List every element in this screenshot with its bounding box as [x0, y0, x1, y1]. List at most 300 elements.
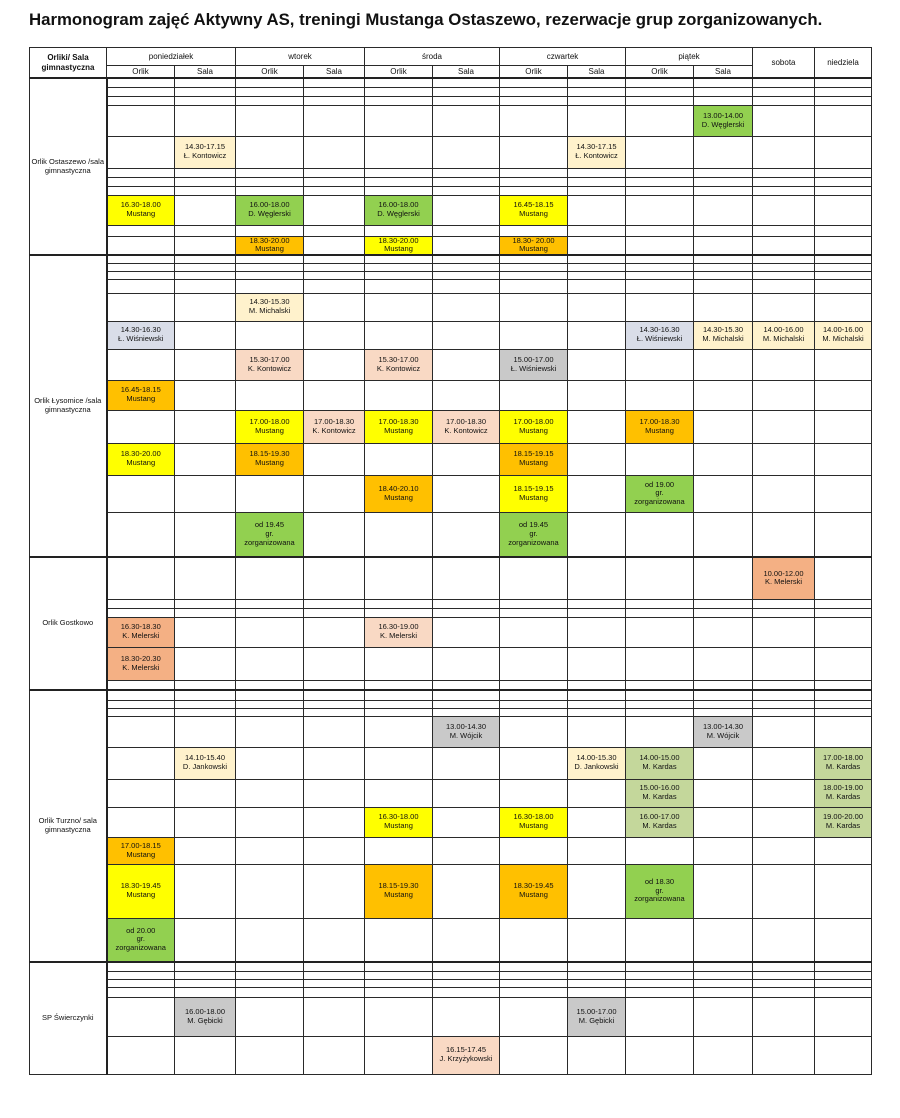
entry-time: 18.30-19.45 — [513, 881, 554, 891]
empty-cell — [433, 168, 500, 177]
entry-time: od 19.45 — [254, 520, 285, 530]
entry-instructor: M. Gębicki — [578, 1015, 615, 1025]
empty-cell — [175, 617, 236, 647]
empty-cell — [815, 690, 872, 700]
empty-cell — [626, 608, 694, 617]
empty-cell — [626, 962, 694, 971]
entry-instructor: Mustang — [384, 492, 413, 502]
entry-instructor: Mustang — [126, 849, 156, 859]
empty-cell — [694, 443, 753, 475]
schedule-entry — [365, 807, 433, 837]
empty-cell — [500, 1036, 568, 1074]
empty-cell — [815, 279, 872, 293]
empty-cell — [694, 225, 753, 236]
empty-cell — [753, 271, 815, 279]
empty-cell — [815, 962, 872, 971]
entry-instructor: D. Węglerski — [377, 209, 420, 218]
schedule-row — [30, 380, 872, 410]
empty-cell — [433, 557, 500, 599]
empty-cell — [694, 177, 753, 186]
empty-cell — [753, 410, 815, 443]
empty-cell — [304, 512, 365, 557]
schedule-row — [30, 779, 872, 807]
empty-cell — [500, 680, 568, 690]
subheader-sala: Sala — [175, 66, 236, 79]
subheader-sala: Sala — [568, 66, 626, 79]
empty-cell — [107, 225, 175, 236]
empty-cell — [433, 807, 500, 837]
empty-cell — [694, 971, 753, 979]
empty-cell — [304, 987, 365, 997]
empty-cell — [500, 557, 568, 599]
empty-cell — [365, 700, 433, 708]
empty-cell — [365, 96, 433, 105]
empty-cell — [175, 864, 236, 918]
empty-cell — [433, 608, 500, 617]
empty-cell — [626, 700, 694, 708]
entry-instructor: Mustang — [126, 394, 156, 403]
empty-cell — [694, 617, 753, 647]
empty-cell — [626, 186, 694, 195]
empty-cell — [175, 979, 236, 987]
day-header-thu: czwartek — [500, 48, 626, 66]
empty-cell — [694, 96, 753, 105]
schedule-entry — [107, 647, 175, 680]
empty-cell — [304, 700, 365, 708]
entry-instructor: Ł. Wiśniewski — [510, 363, 557, 373]
schedule-entry — [365, 864, 433, 918]
empty-cell — [175, 87, 236, 96]
entry-time: 16.45-18.15 — [513, 200, 554, 210]
empty-cell — [236, 918, 304, 962]
empty-cell — [753, 443, 815, 475]
empty-cell — [175, 105, 236, 136]
entry-time: 13.00-14.30 — [445, 721, 487, 731]
empty-cell — [365, 557, 433, 599]
empty-cell — [568, 690, 626, 700]
empty-cell — [175, 236, 236, 255]
empty-cell — [500, 293, 568, 321]
entry-instructor: D. Jankowski — [574, 762, 619, 771]
empty-cell — [175, 708, 236, 716]
empty-cell — [500, 700, 568, 708]
empty-cell — [568, 716, 626, 747]
schedule-entry — [433, 410, 500, 443]
schedule-row — [30, 700, 872, 708]
empty-cell — [365, 779, 433, 807]
empty-cell — [107, 971, 175, 979]
empty-cell — [433, 680, 500, 690]
empty-cell — [626, 557, 694, 599]
empty-cell — [175, 599, 236, 608]
empty-cell — [107, 747, 175, 779]
empty-cell — [694, 78, 753, 87]
empty-cell — [815, 599, 872, 608]
empty-cell — [365, 837, 433, 864]
schedule-entry — [365, 617, 433, 647]
schedule-entry — [694, 321, 753, 349]
empty-cell — [304, 971, 365, 979]
empty-cell — [175, 557, 236, 599]
empty-cell — [365, 279, 433, 293]
entry-time: 18.00-19.00 — [822, 783, 864, 793]
empty-cell — [236, 987, 304, 997]
empty-cell — [815, 997, 872, 1036]
empty-cell — [500, 78, 568, 87]
entry-time: 18.30-20.00 — [378, 235, 419, 245]
empty-cell — [753, 708, 815, 716]
empty-cell — [433, 186, 500, 195]
empty-cell — [236, 690, 304, 700]
empty-cell — [568, 410, 626, 443]
venue-label-ostaszewo: Orlik Ostaszewo /sala gimnastyczna — [30, 78, 107, 255]
empty-cell — [107, 987, 175, 997]
schedule-row — [30, 279, 872, 293]
entry-group-prefix: gr. — [265, 528, 274, 538]
schedule-entry — [304, 410, 365, 443]
schedule-entry — [626, 475, 694, 512]
empty-cell — [694, 195, 753, 225]
empty-cell — [815, 87, 872, 96]
empty-cell — [433, 177, 500, 186]
empty-cell — [626, 708, 694, 716]
empty-cell — [236, 279, 304, 293]
empty-cell — [694, 690, 753, 700]
empty-cell — [365, 512, 433, 557]
entry-time: 17.00-18.00 — [822, 753, 864, 763]
empty-cell — [107, 255, 175, 263]
empty-cell — [568, 321, 626, 349]
entry-time: 14.30-17.15 — [184, 142, 226, 152]
entry-instructor: Mustang — [384, 890, 413, 899]
entry-time: 14.30-15.30 — [702, 325, 744, 335]
empty-cell — [568, 255, 626, 263]
empty-cell — [107, 807, 175, 837]
entry-instructor: Mustang — [519, 209, 548, 218]
empty-cell — [500, 716, 568, 747]
schedule-entry — [815, 321, 872, 349]
empty-cell — [626, 716, 694, 747]
entry-group-prefix: gr. — [655, 885, 664, 895]
page-title: Harmonogram zajęć Aktywny AS, treningi Mustanga Ostaszewo, rezerwacje grup zorganizowanych. — [29, 10, 823, 29]
empty-cell — [626, 1036, 694, 1074]
empty-cell — [236, 708, 304, 716]
empty-cell — [626, 647, 694, 680]
entry-instructor: Mustang — [255, 458, 284, 467]
entry-group-prefix: gr. — [136, 934, 145, 944]
empty-cell — [753, 807, 815, 837]
empty-cell — [753, 177, 815, 186]
empty-cell — [433, 979, 500, 987]
entry-time: 15.00-17.00 — [576, 1006, 617, 1016]
empty-cell — [304, 271, 365, 279]
empty-cell — [568, 987, 626, 997]
empty-cell — [815, 979, 872, 987]
empty-cell — [304, 136, 365, 168]
empty-cell — [365, 78, 433, 87]
empty-cell — [175, 443, 236, 475]
schedule-entry — [107, 837, 175, 864]
empty-cell — [500, 271, 568, 279]
empty-cell — [304, 997, 365, 1036]
empty-cell — [365, 168, 433, 177]
empty-cell — [304, 557, 365, 599]
schedule-entry — [236, 195, 304, 225]
entry-time: 18.15-19.15 — [513, 449, 554, 459]
entry-instructor: zorganizowana — [115, 943, 166, 953]
empty-cell — [107, 168, 175, 177]
empty-cell — [433, 708, 500, 716]
empty-cell — [815, 512, 872, 557]
entry-instructor: K. Melerski — [764, 577, 803, 587]
schedule-entry — [626, 321, 694, 349]
day-header-fri: piątek — [626, 48, 753, 66]
empty-cell — [568, 807, 626, 837]
schedule-row — [30, 747, 872, 779]
entry-time: 16.15-17.45 — [445, 1045, 487, 1055]
empty-cell — [365, 321, 433, 349]
empty-cell — [236, 177, 304, 186]
empty-cell — [433, 195, 500, 225]
empty-cell — [500, 997, 568, 1036]
schedule-entry — [568, 136, 626, 168]
entry-time: 17.00-18.30 — [313, 416, 355, 426]
schedule-entry — [500, 410, 568, 443]
schedule-entry — [236, 410, 304, 443]
schedule-entry — [626, 410, 694, 443]
empty-cell — [694, 864, 753, 918]
entry-instructor: M. Kardas — [825, 762, 861, 771]
schedule-row — [30, 168, 872, 177]
schedule-row — [30, 1036, 872, 1074]
empty-cell — [568, 512, 626, 557]
empty-cell — [753, 512, 815, 557]
schedule-entry — [815, 747, 872, 779]
entry-instructor: M. Kardas — [642, 821, 677, 830]
entry-instructor: M. Michalski — [822, 334, 864, 343]
empty-cell — [694, 512, 753, 557]
empty-cell — [626, 263, 694, 271]
entry-time: od 19.00 — [644, 479, 675, 489]
empty-cell — [236, 716, 304, 747]
empty-cell — [626, 255, 694, 263]
empty-cell — [568, 195, 626, 225]
schedule-row — [30, 78, 872, 87]
empty-cell — [500, 599, 568, 608]
entry-instructor: Mustang — [645, 425, 674, 435]
empty-cell — [626, 177, 694, 186]
schedule-row — [30, 647, 872, 680]
empty-cell — [175, 512, 236, 557]
empty-cell — [236, 255, 304, 263]
empty-cell — [365, 186, 433, 195]
empty-cell — [236, 979, 304, 987]
empty-cell — [107, 680, 175, 690]
empty-cell — [753, 236, 815, 255]
empty-cell — [365, 255, 433, 263]
empty-cell — [236, 747, 304, 779]
empty-cell — [694, 1036, 753, 1074]
empty-cell — [626, 279, 694, 293]
empty-cell — [753, 716, 815, 747]
empty-cell — [815, 263, 872, 271]
empty-cell — [433, 700, 500, 708]
empty-cell — [236, 1036, 304, 1074]
empty-cell — [365, 105, 433, 136]
entry-time: 14.00-15.00 — [639, 753, 680, 763]
empty-cell — [304, 747, 365, 779]
empty-cell — [500, 617, 568, 647]
empty-cell — [365, 293, 433, 321]
empty-cell — [304, 96, 365, 105]
entry-time: 15.00-16.00 — [639, 783, 680, 793]
entry-group-prefix: gr. — [655, 488, 664, 498]
schedule-table — [29, 47, 872, 1075]
empty-cell — [753, 962, 815, 971]
schedule-row — [30, 271, 872, 279]
schedule-row — [30, 410, 872, 443]
empty-cell — [107, 599, 175, 608]
empty-cell — [753, 168, 815, 177]
empty-cell — [500, 837, 568, 864]
empty-cell — [568, 617, 626, 647]
empty-cell — [304, 979, 365, 987]
empty-cell — [304, 680, 365, 690]
empty-cell — [626, 987, 694, 997]
empty-cell — [694, 747, 753, 779]
schedule-row — [30, 105, 872, 136]
empty-cell — [815, 708, 872, 716]
schedule-entry — [365, 475, 433, 512]
schedule-entry — [500, 475, 568, 512]
empty-cell — [433, 96, 500, 105]
empty-cell — [107, 271, 175, 279]
empty-cell — [365, 443, 433, 475]
empty-cell — [236, 557, 304, 599]
empty-cell — [175, 96, 236, 105]
empty-cell — [568, 837, 626, 864]
entry-instructor: Mustang — [255, 425, 284, 435]
empty-cell — [236, 971, 304, 979]
empty-cell — [568, 700, 626, 708]
empty-cell — [694, 293, 753, 321]
empty-cell — [815, 186, 872, 195]
empty-cell — [694, 779, 753, 807]
empty-cell — [433, 837, 500, 864]
empty-cell — [304, 716, 365, 747]
entry-time: 14.30-15.30 — [249, 297, 290, 307]
schedule-entry — [236, 512, 304, 557]
empty-cell — [304, 807, 365, 837]
empty-cell — [568, 599, 626, 608]
entry-time: 10.00-12.00 — [763, 568, 804, 578]
empty-cell — [815, 608, 872, 617]
schedule-row — [30, 225, 872, 236]
empty-cell — [753, 690, 815, 700]
empty-cell — [500, 987, 568, 997]
schedule-entry — [626, 779, 694, 807]
empty-cell — [815, 225, 872, 236]
empty-cell — [694, 271, 753, 279]
empty-cell — [365, 708, 433, 716]
entry-time: 16.30-19.00 — [378, 622, 419, 632]
empty-cell — [753, 263, 815, 271]
empty-cell — [753, 617, 815, 647]
empty-cell — [568, 918, 626, 962]
empty-cell — [626, 105, 694, 136]
empty-cell — [815, 700, 872, 708]
empty-cell — [236, 807, 304, 837]
schedule-row — [30, 997, 872, 1036]
empty-cell — [107, 279, 175, 293]
empty-cell — [433, 293, 500, 321]
empty-cell — [694, 136, 753, 168]
schedule-entry — [107, 864, 175, 918]
empty-cell — [175, 186, 236, 195]
empty-cell — [500, 255, 568, 263]
entry-instructor: M. Kardas — [825, 821, 861, 830]
subheader-orlik: Orlik — [500, 66, 568, 79]
empty-cell — [753, 1036, 815, 1074]
empty-cell — [433, 236, 500, 255]
empty-cell — [365, 971, 433, 979]
empty-cell — [107, 979, 175, 987]
entry-instructor: Mustang — [126, 458, 156, 467]
empty-cell — [175, 263, 236, 271]
entry-instructor: Mustang — [519, 821, 548, 830]
entry-instructor: zorganizowana — [508, 537, 559, 547]
entry-instructor: J. Krzyżykowski — [439, 1054, 493, 1063]
entry-instructor: Ł. Wiśniewski — [118, 334, 164, 343]
empty-cell — [568, 557, 626, 599]
venue-label-swierczynki: SP Świerczynki — [30, 962, 107, 1074]
schedule-row — [30, 512, 872, 557]
empty-cell — [815, 271, 872, 279]
day-header-tue: wtorek — [236, 48, 365, 66]
empty-cell — [694, 700, 753, 708]
empty-cell — [500, 168, 568, 177]
empty-cell — [694, 255, 753, 263]
schedule-row — [30, 255, 872, 263]
empty-cell — [626, 443, 694, 475]
day-header-sun: niedziela — [815, 48, 872, 79]
schedule-row — [30, 475, 872, 512]
empty-cell — [175, 716, 236, 747]
empty-cell — [107, 608, 175, 617]
empty-cell — [694, 380, 753, 410]
schedule-row — [30, 690, 872, 700]
entry-time: 14.10-15.40 — [184, 753, 226, 763]
empty-cell — [500, 647, 568, 680]
empty-cell — [107, 716, 175, 747]
empty-cell — [815, 557, 872, 599]
schedule-row — [30, 918, 872, 962]
empty-cell — [236, 837, 304, 864]
schedule-entry — [626, 747, 694, 779]
empty-cell — [433, 918, 500, 962]
entry-instructor: K. Melerski — [122, 631, 160, 640]
empty-cell — [433, 962, 500, 971]
empty-cell — [236, 136, 304, 168]
entry-time: 18.15-19.30 — [249, 449, 290, 459]
empty-cell — [175, 271, 236, 279]
entry-instructor: K. Melerski — [379, 631, 418, 640]
empty-cell — [500, 918, 568, 962]
entry-instructor: Mustang — [519, 458, 548, 467]
empty-cell — [568, 177, 626, 186]
empty-cell — [175, 225, 236, 236]
empty-cell — [365, 747, 433, 779]
